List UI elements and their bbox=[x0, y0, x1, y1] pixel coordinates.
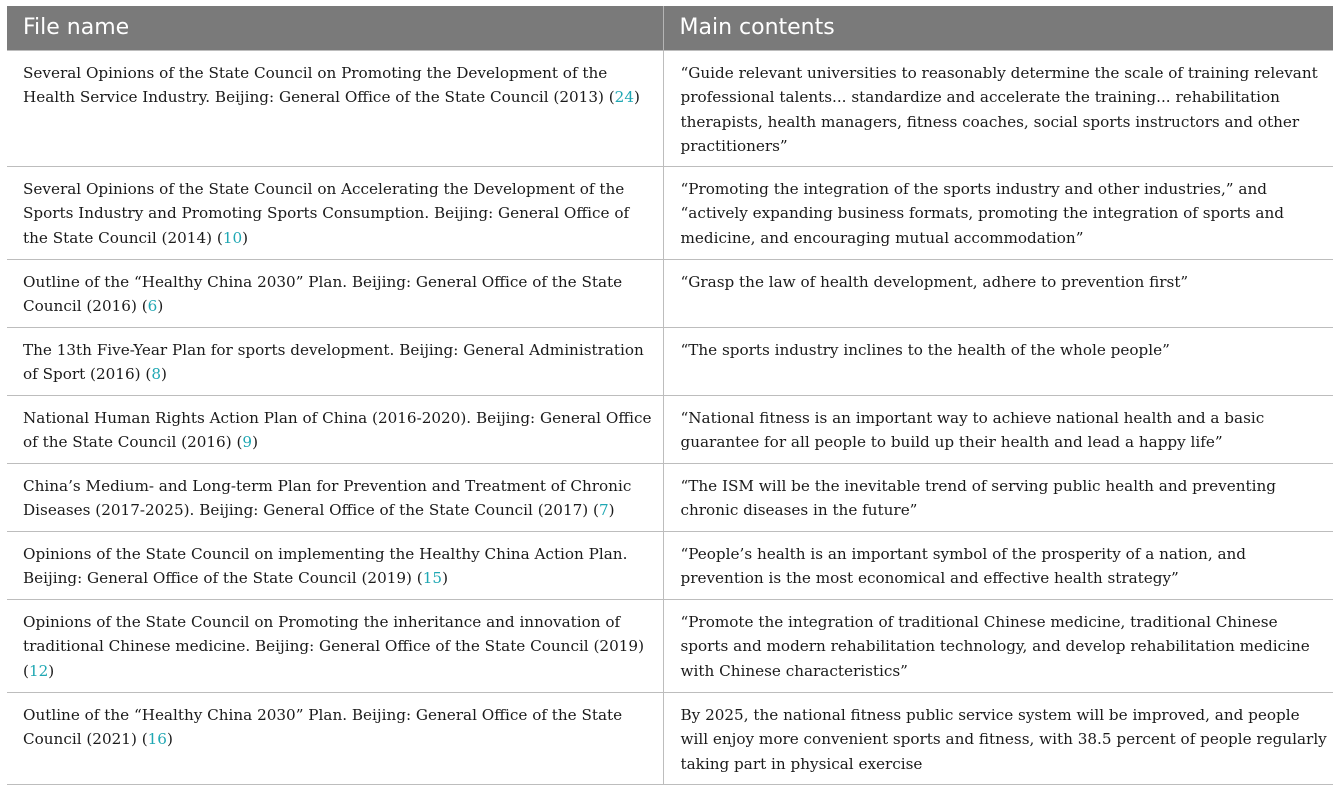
file-name-text: Several Opinions of the State Council on Accelerating the Development of the Sports Industry and Promoting Sports Consumption. Beijing: General Office of the State Council (2014) ( bbox=[23, 179, 630, 247]
file-name-text: Outline of the “Healthy China 2030” Plan. Beijing: General Office of the State Council (2021) ( bbox=[23, 705, 623, 749]
file-name-cell: Several Opinions of the State Council on Promoting the Development of the Health Service Industry. Beijing: General Office of the State Council (2013) (24) bbox=[7, 50, 663, 166]
main-contents-cell: “The ISM will be the inevitable trend of serving public health and preventing chronic diseases in the future” bbox=[663, 463, 1333, 531]
table-row bbox=[7, 463, 1333, 531]
file-name-text: The 13th Five-Year Plan for sports development. Beijing: General Administration of Sport (2016) ( bbox=[23, 340, 644, 384]
file-name-cell: Opinions of the State Council on Promoting the inheritance and innovation of traditional Chinese medicine. Beijing: General Office of the State Council (2019) (12) bbox=[7, 599, 663, 692]
main-contents-cell: “Promote the integration of traditional Chinese medicine, traditional Chinese sports and modern rehabilitation technology, and develop rehabilitation medicine with Chinese characteristics” bbox=[663, 599, 1333, 692]
main-contents-cell: “Grasp the law of health development, adhere to prevention first” bbox=[663, 259, 1333, 327]
file-name-cell: China’s Medium- and Long-term Plan for Prevention and Treatment of Chronic Diseases (2017-2025). Beijing: General Office of the State Council (2017) (7) bbox=[7, 463, 663, 531]
reference-link[interactable]: 24 bbox=[614, 88, 634, 107]
reference-link[interactable]: 9 bbox=[242, 433, 253, 452]
file-name-text: Several Opinions of the State Council on Promoting the Development of the Health Service Industry. Beijing: General Office of the State Council (2013) ( bbox=[23, 63, 615, 107]
file-name-text: China’s Medium- and Long-term Plan for Prevention and Treatment of Chronic Diseases (2017-2025). Beijing: General Office of the State Council (2017) ( bbox=[23, 476, 632, 520]
header-main-contents: Main contents bbox=[663, 6, 1333, 50]
header-file-name: File name bbox=[7, 6, 663, 50]
table-row bbox=[7, 531, 1333, 599]
reference-link[interactable]: 6 bbox=[147, 297, 158, 316]
main-contents-cell: “National fitness is an important way to achieve national health and a basic guarantee for all people to build up their health and lead a happy life” bbox=[663, 395, 1333, 463]
header-row bbox=[7, 6, 1333, 50]
main-contents-cell: By 2025, the national fitness public service system will be improved, and people will enjoy more convenient sports and fitness, with 38.5 percent of people regularly taking part in physical exercise bbox=[663, 692, 1333, 784]
table-row bbox=[7, 327, 1333, 395]
file-name-cell: National Human Rights Action Plan of China (2016-2020). Beijing: General Office of the State Council (2016) (9) bbox=[7, 395, 663, 463]
main-contents-cell: “Guide relevant universities to reasonably determine the scale of training relevant professional talents... standardize and accelerate the training... rehabilitation therapists, health managers, fitness coaches, social sports instructors and other practitioners” bbox=[663, 50, 1333, 166]
file-name-text: Opinions of the State Council on Promoting the inheritance and innovation of traditional Chinese medicine. Beijing: General Office of the State Council (2019) ( bbox=[23, 612, 644, 680]
table-row bbox=[7, 166, 1333, 259]
file-name-text: National Human Rights Action Plan of China (2016-2020). Beijing: General Office of the State Council (2016) ( bbox=[23, 408, 652, 452]
table-row bbox=[7, 599, 1333, 692]
file-name-cell: The 13th Five-Year Plan for sports development. Beijing: General Administration of Sport (2016) (8) bbox=[7, 327, 663, 395]
table-row bbox=[7, 395, 1333, 463]
table-row bbox=[7, 692, 1333, 784]
reference-link[interactable]: 8 bbox=[151, 365, 161, 384]
reference-link[interactable]: 12 bbox=[28, 661, 49, 680]
policy-table bbox=[7, 6, 1333, 785]
file-name-cell: Outline of the “Healthy China 2030” Plan. Beijing: General Office of the State Council (2021) (16) bbox=[7, 692, 663, 784]
file-name-cell: Opinions of the State Council on implementing the Healthy China Action Plan. Beijing: General Office of the State Council (2019) (15) bbox=[7, 531, 663, 599]
reference-link[interactable]: 16 bbox=[147, 730, 167, 749]
table-row bbox=[7, 50, 1333, 166]
table-row bbox=[7, 259, 1333, 327]
file-name-text: Opinions of the State Council on implementing the Healthy China Action Plan. Beijing: General Office of the State Council (2019) ( bbox=[23, 544, 628, 588]
file-name-text: Outline of the “Healthy China 2030” Plan. Beijing: General Office of the State Council (2016) ( bbox=[23, 272, 623, 316]
main-contents-cell: “The sports industry inclines to the health of the whole people” bbox=[663, 327, 1333, 395]
reference-link[interactable]: 10 bbox=[222, 228, 243, 247]
main-contents-cell: “Promoting the integration of the sports industry and other industries,” and “actively expanding business formats, promoting the integration of sports and medicine, and encouraging mutual accommodation” bbox=[663, 166, 1333, 259]
file-name-cell: Outline of the “Healthy China 2030” Plan. Beijing: General Office of the State Council (2016) (6) bbox=[7, 259, 663, 327]
main-contents-cell: “People’s health is an important symbol of the prosperity of a nation, and prevention is the most economical and effective health strategy” bbox=[663, 531, 1333, 599]
file-name-cell: Several Opinions of the State Council on Accelerating the Development of the Sports Industry and Promoting Sports Consumption. Beijing: General Office of the State Council (2014) (10) bbox=[7, 166, 663, 259]
reference-link[interactable]: 7 bbox=[598, 501, 609, 520]
reference-link[interactable]: 15 bbox=[422, 569, 443, 588]
